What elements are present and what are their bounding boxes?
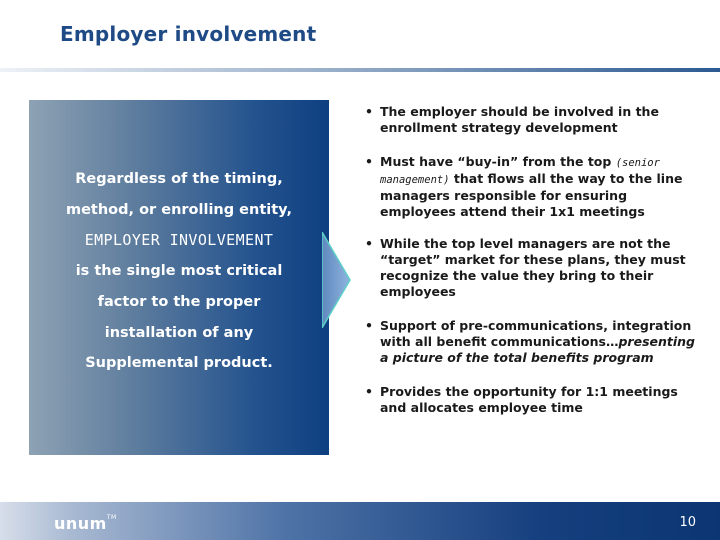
- callout-line: factor to the proper: [97, 293, 261, 310]
- bullet-text: Provides the opportunity for 1:1 meetings and allocates employee time: [380, 384, 678, 415]
- bullet-item: [359, 384, 699, 416]
- bullet-item: [359, 318, 699, 366]
- logo-text: unum: [54, 514, 107, 533]
- callout-line: is the single most critical: [75, 263, 283, 280]
- page-number: 10: [679, 515, 696, 530]
- bullet-list: [359, 104, 699, 416]
- callout-emphasis: EMPLOYER INVOLVEMENT: [84, 231, 274, 250]
- title-divider: [0, 68, 720, 72]
- bullet-item: [359, 154, 699, 220]
- bullet-note: (senior management): [380, 157, 660, 186]
- callout-line: installation of any: [104, 324, 254, 341]
- callout-line: Regardless of the timing,: [75, 171, 283, 187]
- bullet-text: The employer should be involved in the enrollment strategy development: [380, 104, 659, 135]
- callout-line: Supplemental product.: [85, 355, 273, 372]
- bullet-icon: •: [365, 154, 373, 169]
- callout-line: method, or enrolling entity,: [65, 201, 292, 218]
- bullet-text: While the top level managers are not the “target” market for these plans, they must recognize the value they bring to their employees: [380, 236, 686, 299]
- callout-text: [29, 164, 329, 379]
- bullet-item: [359, 104, 699, 136]
- bullet-text: Must have “buy-in” from the top: [380, 154, 616, 169]
- bullet-text: Support of pre-communications, integration with all benefit communications…: [380, 318, 692, 349]
- bullet-icon: •: [365, 236, 373, 251]
- bullet-icon: •: [365, 318, 373, 333]
- unum-logo: [54, 514, 117, 533]
- bullet-icon: •: [365, 384, 373, 399]
- bullet-italic-text: presenting a picture of the total benefits program: [380, 334, 695, 365]
- logo-trademark: TM: [106, 514, 117, 521]
- bullet-item: [359, 236, 699, 300]
- bullet-text: that flows all the way to the line managers responsible for ensuring employees attend their 1x1 meetings: [380, 171, 683, 219]
- slide-title: Employer involvement: [60, 22, 317, 46]
- bullet-icon: •: [365, 104, 373, 119]
